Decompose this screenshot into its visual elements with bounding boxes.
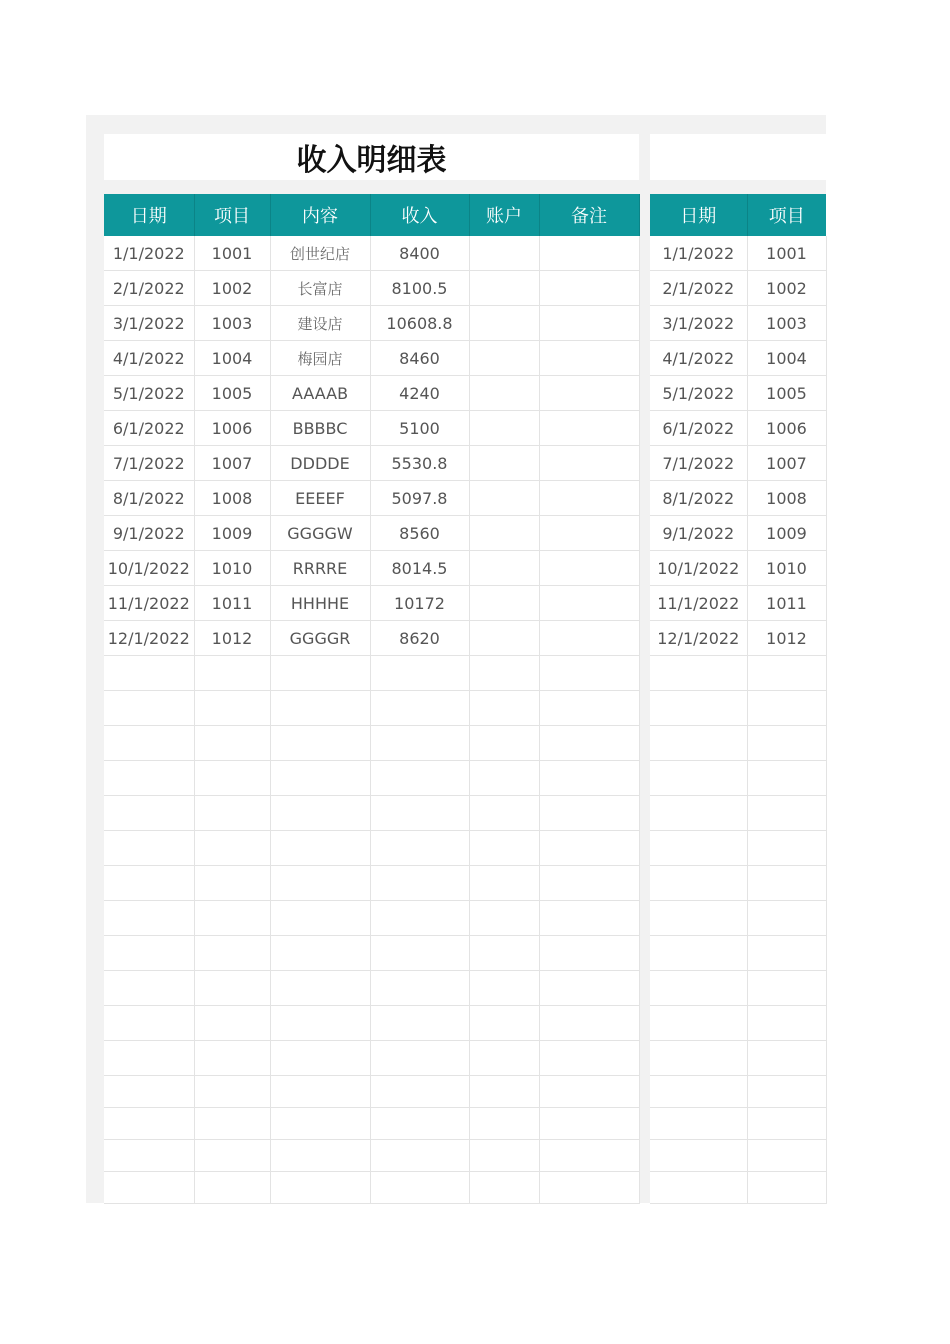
remark-cell[interactable] [539,236,639,271]
empty-row [104,726,639,761]
date-cell[interactable]: 9/1/2022 [650,516,747,551]
empty-cell[interactable] [539,1006,639,1041]
empty-row [104,901,639,936]
empty-cell[interactable] [539,1172,639,1204]
empty-cell[interactable] [370,656,469,691]
table-row [104,621,639,656]
empty-row [650,1108,826,1140]
content-cell[interactable]: DDDDE [270,446,370,481]
header-item-right[interactable]: 项目 [747,194,826,236]
empty-cell[interactable] [370,1140,469,1172]
empty-cell[interactable] [650,831,747,866]
empty-cell[interactable] [539,796,639,831]
empty-row [650,691,826,726]
empty-cell[interactable] [650,726,747,761]
empty-row [650,901,826,936]
empty-cell[interactable] [650,1172,747,1204]
date-cell[interactable]: 8/1/2022 [104,481,194,516]
income-cell[interactable]: 5097.8 [370,481,469,516]
date-cell[interactable]: 4/1/2022 [104,341,194,376]
table-row [104,271,639,306]
empty-cell[interactable] [539,1140,639,1172]
date-cell[interactable]: 9/1/2022 [104,516,194,551]
account-cell[interactable] [469,516,539,551]
empty-cell[interactable] [747,691,826,726]
income-cell[interactable]: 10172 [370,586,469,621]
item-cell[interactable]: 1001 [194,236,270,271]
item-cell[interactable]: 1008 [747,481,826,516]
date-cell[interactable]: 4/1/2022 [650,341,747,376]
empty-row [650,1041,826,1076]
empty-cell[interactable] [104,936,194,971]
account-cell[interactable] [469,306,539,341]
content-cell[interactable]: BBBBC [270,411,370,446]
table-row [650,411,826,446]
income-cell[interactable]: 8560 [370,516,469,551]
empty-cell[interactable] [469,1172,539,1204]
item-cell[interactable]: 1005 [747,376,826,411]
account-cell[interactable] [469,376,539,411]
remark-cell[interactable] [539,586,639,621]
empty-cell[interactable] [270,866,370,901]
empty-cell[interactable] [370,971,469,1006]
empty-cell[interactable] [270,1041,370,1076]
empty-cell[interactable] [747,761,826,796]
income-cell[interactable]: 8460 [370,341,469,376]
empty-cell[interactable] [469,726,539,761]
table-row [104,481,639,516]
header-account[interactable]: 账户 [469,194,539,236]
empty-cell[interactable] [270,971,370,1006]
empty-cell[interactable] [747,1076,826,1108]
empty-cell[interactable] [104,1140,194,1172]
item-cell[interactable]: 1009 [747,516,826,551]
remark-cell[interactable] [539,411,639,446]
table-row [650,446,826,481]
empty-cell[interactable] [270,901,370,936]
item-cell[interactable]: 1009 [194,516,270,551]
empty-cell[interactable] [650,761,747,796]
empty-cell[interactable] [104,1006,194,1041]
empty-cell[interactable] [194,866,270,901]
account-cell[interactable] [469,446,539,481]
content-cell[interactable]: 长富店 [270,271,370,306]
empty-cell[interactable] [194,1140,270,1172]
item-cell[interactable]: 1010 [194,551,270,586]
item-cell[interactable]: 1004 [747,341,826,376]
empty-cell[interactable] [539,1076,639,1108]
date-cell[interactable]: 5/1/2022 [104,376,194,411]
item-cell[interactable]: 1005 [194,376,270,411]
remark-cell[interactable] [539,271,639,306]
empty-cell[interactable] [270,936,370,971]
table-row [650,271,826,306]
account-cell[interactable] [469,481,539,516]
empty-row [650,726,826,761]
empty-cell[interactable] [104,656,194,691]
item-cell[interactable]: 1002 [747,271,826,306]
empty-row [104,1076,639,1108]
empty-row [650,936,826,971]
header-content[interactable]: 内容 [270,194,370,236]
empty-cell[interactable] [539,936,639,971]
empty-cell[interactable] [539,971,639,1006]
item-cell[interactable]: 1012 [747,621,826,656]
empty-cell[interactable] [370,1172,469,1204]
header-row [104,194,639,236]
empty-cell[interactable] [539,761,639,796]
empty-cell[interactable] [747,1041,826,1076]
empty-cell[interactable] [650,691,747,726]
empty-cell[interactable] [469,1006,539,1041]
empty-cell[interactable] [104,796,194,831]
date-cell[interactable]: 2/1/2022 [104,271,194,306]
header-date[interactable]: 日期 [104,194,194,236]
empty-cell[interactable] [539,831,639,866]
empty-cell[interactable] [104,1172,194,1204]
empty-cell[interactable] [539,726,639,761]
income-cell[interactable]: 8014.5 [370,551,469,586]
empty-row [650,1172,826,1204]
empty-cell[interactable] [194,726,270,761]
table-row [650,481,826,516]
empty-row [650,866,826,901]
account-cell[interactable] [469,411,539,446]
date-cell[interactable]: 2/1/2022 [650,271,747,306]
empty-cell[interactable] [270,1140,370,1172]
empty-row [650,796,826,831]
content-cell[interactable]: HHHHE [270,586,370,621]
account-cell[interactable] [469,551,539,586]
empty-cell[interactable] [104,866,194,901]
empty-row [104,796,639,831]
date-cell[interactable]: 1/1/2022 [650,236,747,271]
empty-cell[interactable] [370,1041,469,1076]
empty-cell[interactable] [194,1006,270,1041]
empty-row [650,1006,826,1041]
empty-cell[interactable] [650,1041,747,1076]
income-cell[interactable]: 10608.8 [370,306,469,341]
empty-cell[interactable] [104,971,194,1006]
header-date-right[interactable]: 日期 [650,194,747,236]
empty-cell[interactable] [370,691,469,726]
table-row [650,551,826,586]
item-cell[interactable]: 1011 [747,586,826,621]
empty-cell[interactable] [370,866,469,901]
header-income[interactable]: 收入 [370,194,469,236]
empty-cell[interactable] [650,1108,747,1140]
title-cell[interactable] [104,134,639,180]
empty-cell[interactable] [270,831,370,866]
content-cell[interactable]: 建设店 [270,306,370,341]
empty-cell[interactable] [747,936,826,971]
table-row [104,586,639,621]
content-cell[interactable]: GGGGW [270,516,370,551]
empty-cell[interactable] [747,1108,826,1140]
empty-cell[interactable] [650,936,747,971]
table-row [104,551,639,586]
table-row [650,376,826,411]
income-cell[interactable]: 8620 [370,621,469,656]
empty-cell[interactable] [194,691,270,726]
empty-cell[interactable] [539,1041,639,1076]
empty-cell[interactable] [747,901,826,936]
empty-cell[interactable] [270,796,370,831]
empty-cell[interactable] [194,971,270,1006]
empty-cell[interactable] [104,726,194,761]
empty-cell[interactable] [650,971,747,1006]
table-row [650,236,826,271]
item-cell[interactable]: 1002 [194,271,270,306]
empty-cell[interactable] [469,1041,539,1076]
empty-cell[interactable] [194,1041,270,1076]
empty-cell[interactable] [270,656,370,691]
empty-cell[interactable] [747,1172,826,1204]
remark-cell[interactable] [539,446,639,481]
empty-cell[interactable] [469,901,539,936]
empty-cell[interactable] [104,901,194,936]
income-cell[interactable]: 5100 [370,411,469,446]
account-cell[interactable] [469,341,539,376]
item-cell[interactable]: 1007 [194,446,270,481]
remark-cell[interactable] [539,306,639,341]
content-cell[interactable]: GGGGR [270,621,370,656]
empty-row [104,656,639,691]
empty-cell[interactable] [194,1172,270,1204]
item-cell[interactable]: 1006 [194,411,270,446]
empty-cell[interactable] [747,1140,826,1172]
table-row [104,516,639,551]
table-row [650,306,826,341]
date-cell[interactable]: 11/1/2022 [650,586,747,621]
empty-cell[interactable] [194,796,270,831]
table-row [104,236,639,271]
empty-cell[interactable] [539,656,639,691]
empty-cell[interactable] [650,1006,747,1041]
empty-cell[interactable] [194,1108,270,1140]
item-cell[interactable]: 1010 [747,551,826,586]
empty-cell[interactable] [194,656,270,691]
income-cell[interactable]: 8400 [370,236,469,271]
empty-cell[interactable] [469,936,539,971]
remark-cell[interactable] [539,621,639,656]
date-cell[interactable]: 12/1/2022 [650,621,747,656]
income-cell[interactable]: 4240 [370,376,469,411]
empty-cell[interactable] [270,761,370,796]
table-row [104,376,639,411]
empty-cell[interactable] [270,1108,370,1140]
account-cell[interactable] [469,236,539,271]
content-cell[interactable]: RRRRE [270,551,370,586]
date-cell[interactable]: 7/1/2022 [104,446,194,481]
empty-cell[interactable] [469,656,539,691]
content-cell[interactable]: 梅园店 [270,341,370,376]
date-cell[interactable]: 11/1/2022 [104,586,194,621]
empty-row [650,761,826,796]
empty-row [650,971,826,1006]
remark-cell[interactable] [539,376,639,411]
income-cell[interactable]: 5530.8 [370,446,469,481]
table-row [650,621,826,656]
empty-cell[interactable] [194,901,270,936]
header-remark[interactable]: 备注 [539,194,639,236]
empty-cell[interactable] [104,691,194,726]
empty-cell[interactable] [270,1006,370,1041]
item-cell[interactable]: 1007 [747,446,826,481]
empty-cell[interactable] [270,1172,370,1204]
empty-cell[interactable] [194,1076,270,1108]
empty-row [104,971,639,1006]
empty-cell[interactable] [370,901,469,936]
date-cell[interactable]: 7/1/2022 [650,446,747,481]
table-row [104,411,639,446]
date-cell[interactable]: 6/1/2022 [650,411,747,446]
empty-cell[interactable] [747,831,826,866]
date-cell[interactable]: 3/1/2022 [104,306,194,341]
empty-cell[interactable] [650,1140,747,1172]
empty-row [650,656,826,691]
table-row [104,446,639,481]
empty-cell[interactable] [650,796,747,831]
item-cell[interactable]: 1012 [194,621,270,656]
empty-cell[interactable] [370,1108,469,1140]
empty-cell[interactable] [539,691,639,726]
empty-cell[interactable] [270,691,370,726]
title-cell-right[interactable] [650,134,826,180]
empty-cell[interactable] [747,866,826,901]
empty-cell[interactable] [469,761,539,796]
item-cell[interactable]: 1003 [747,306,826,341]
header-row-right [650,194,826,236]
empty-cell[interactable] [469,831,539,866]
empty-row [104,761,639,796]
income-table-right [650,194,827,1204]
account-cell[interactable] [469,271,539,306]
empty-cell[interactable] [469,866,539,901]
empty-cell[interactable] [270,726,370,761]
empty-cell[interactable] [104,761,194,796]
date-cell[interactable]: 6/1/2022 [104,411,194,446]
page-title: 收入明细表 [296,143,447,178]
empty-cell[interactable] [650,866,747,901]
empty-row [650,1140,826,1172]
empty-cell[interactable] [539,1108,639,1140]
remark-cell[interactable] [539,551,639,586]
empty-row [104,1006,639,1041]
remark-cell[interactable] [539,516,639,551]
empty-row [104,1172,639,1204]
date-cell[interactable]: 3/1/2022 [650,306,747,341]
empty-cell[interactable] [469,1140,539,1172]
empty-row [650,831,826,866]
empty-cell[interactable] [104,1076,194,1108]
empty-cell[interactable] [650,1076,747,1108]
content-cell[interactable]: EEEEF [270,481,370,516]
income-cell[interactable]: 8100.5 [370,271,469,306]
item-cell[interactable]: 1011 [194,586,270,621]
empty-row [104,1108,639,1140]
table-row [650,586,826,621]
content-cell[interactable]: AAAAB [270,376,370,411]
empty-cell[interactable] [370,726,469,761]
empty-row [104,936,639,971]
empty-cell[interactable] [469,796,539,831]
empty-cell[interactable] [370,1006,469,1041]
empty-cell[interactable] [539,901,639,936]
empty-cell[interactable] [747,726,826,761]
empty-cell[interactable] [747,1006,826,1041]
empty-row [650,1076,826,1108]
empty-cell[interactable] [370,1076,469,1108]
table-row [104,306,639,341]
empty-cell[interactable] [104,831,194,866]
empty-cell[interactable] [469,1076,539,1108]
account-cell[interactable] [469,586,539,621]
item-cell[interactable]: 1001 [747,236,826,271]
empty-cell[interactable] [370,831,469,866]
table-row [650,341,826,376]
empty-row [104,691,639,726]
empty-cell[interactable] [747,971,826,1006]
empty-cell[interactable] [194,936,270,971]
empty-cell[interactable] [104,1041,194,1076]
table-row [650,516,826,551]
header-item[interactable]: 项目 [194,194,270,236]
remark-cell[interactable] [539,341,639,376]
empty-cell[interactable] [747,656,826,691]
empty-row [104,1041,639,1076]
item-cell[interactable]: 1008 [194,481,270,516]
table-row [104,341,639,376]
date-cell[interactable]: 5/1/2022 [650,376,747,411]
empty-cell[interactable] [650,901,747,936]
empty-row [104,1140,639,1172]
date-cell[interactable]: 10/1/2022 [650,551,747,586]
empty-cell[interactable] [194,761,270,796]
empty-cell[interactable] [370,796,469,831]
empty-row [104,866,639,901]
empty-cell[interactable] [370,761,469,796]
empty-cell[interactable] [370,936,469,971]
empty-cell[interactable] [650,656,747,691]
content-cell[interactable]: 创世纪店 [270,236,370,271]
item-cell[interactable]: 1003 [194,306,270,341]
date-cell[interactable]: 8/1/2022 [650,481,747,516]
empty-cell[interactable] [194,831,270,866]
item-cell[interactable]: 1006 [747,411,826,446]
item-cell[interactable]: 1004 [194,341,270,376]
empty-cell[interactable] [270,1076,370,1108]
empty-row [104,831,639,866]
income-table [104,194,640,1204]
empty-cell[interactable] [747,796,826,831]
date-cell[interactable]: 10/1/2022 [104,551,194,586]
account-cell[interactable] [469,621,539,656]
empty-cell[interactable] [539,866,639,901]
empty-cell[interactable] [469,971,539,1006]
empty-cell[interactable] [104,1108,194,1140]
date-cell[interactable]: 1/1/2022 [104,236,194,271]
empty-cell[interactable] [469,691,539,726]
date-cell[interactable]: 12/1/2022 [104,621,194,656]
remark-cell[interactable] [539,481,639,516]
empty-cell[interactable] [469,1108,539,1140]
